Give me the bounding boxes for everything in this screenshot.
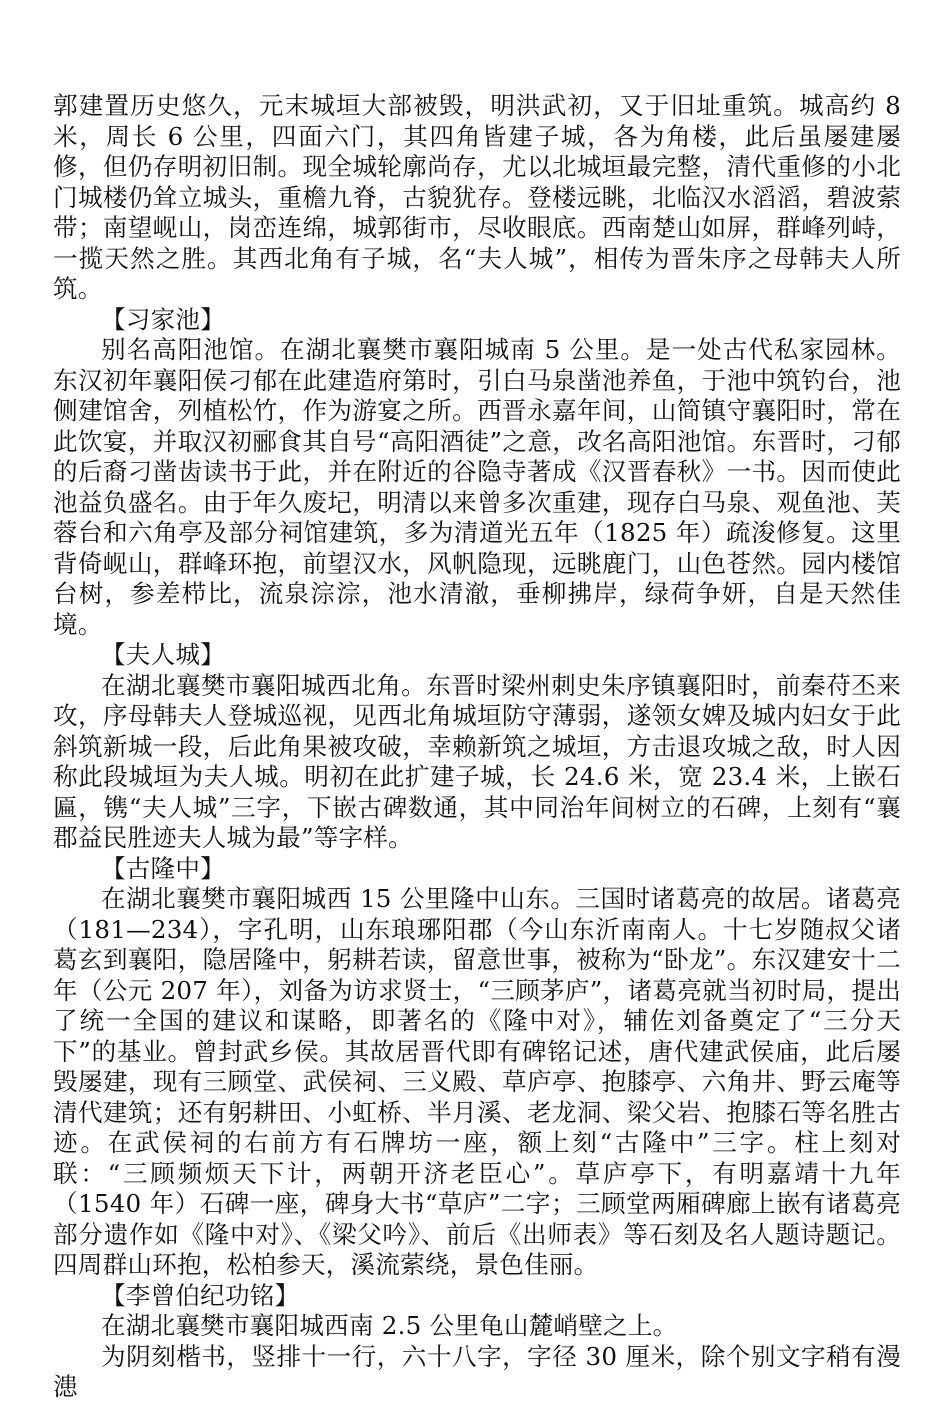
- section-heading-xijiachi: 【习家池】: [101, 304, 225, 334]
- section-heading-lizengbo: 【李曾伯纪功铭】: [101, 1280, 300, 1310]
- intro-paragraph: 郭建置历史悠久，元末城垣大部被毁，明洪武初，又于旧址重筑。城高约 8 米，周长 6 公里，四面六门，其四角皆建子城，各为角楼，此后虽屡建屡修，但仍存明初旧制。现全城轮廓尚存，尤以北城垣最完整，清代重修的小北门城楼仍耸立城头，重檐九脊，古貌犹存。登楼远眺，北临汉水滔滔，碧波萦带；南望岘山，岗峦连绵，城郭街市，尽收眼底。西南楚山如屏，群峰列峙，一揽天然之胜。其西北角有子城，名“夫人城”，相传为晋朱序之母韩夫人所筑。: [53, 91, 901, 303]
- section-paragraph-gulongzhong: 在湖北襄樊市襄阳城西 15 公里隆中山东。三国时诸葛亮的故居。诸葛亮（181—234），字孔明，山东琅琊阳郡（今山东沂南南人。十七岁随叔父诸葛玄到襄阳，隐居隆中，躬耕若读，留意世事，被称为“卧龙”。东汉建安十二年（公元 207 年），刘备为访求贤士，“三顾茅庐”，诸葛亮就当初时局，提出了统一全国的建议和谋略，即著名的《隆中对》，辅佐刘备奠定了“三分天下”的基业。曾封武乡侯。其故居晋代即有碑铭记述，唐代建武侯庙，此后屡毁屡建，现有三顾堂、武侯祠、三义殿、草庐亭、抱膝亭、六角井、野云庵等清代建筑；还有躬耕田、小虹桥、半月溪、老龙洞、梁父岩、抱膝石等名胜古迹。在武侯祠的右前方有石牌坊一座，额上刻“古隆中”三字。柱上刻对联：“三顾频烦天下计，两朝开济老臣心”。草庐亭下，有明嘉靖十九年（1540 年）石碑一座，碑身大书“草庐”二字；三顾堂两厢碑廊上嵌有诸葛亮部分遗作如《隆中对》、《梁父吟》、前后《出师表》等石刻及名人题诗题记。四周群山环抱，松柏参天，溪流萦绕，景色佳丽。: [53, 884, 901, 1279]
- section-paragraph-lizengbo-location: 在湖北襄樊市襄阳城西南 2.5 公里龟山麓峭壁之上。: [101, 1311, 678, 1340]
- section-heading-gulongzhong: 【古隆中】: [101, 853, 225, 883]
- section-paragraph-xijiachi: 别名高阳池馆。在湖北襄樊市襄阳城南 5 公里。是一处古代私家园林。东汉初年襄阳侯刁郁在此建造府第时，引白马泉凿池养鱼，于池中筑钓台，池侧建馆舍，列植松竹，作为游宴之所。西晋永嘉年间，山简镇守襄阳时，常在此饮宴，并取汉初郦食其自号“高阳酒徒”之意，改名高阳池馆。东晋时，刁郁的后裔刁凿齿读书于此，并在附近的谷隐寺著成《汉晋春秋》一书。因而使此池益负盛名。由于年久废圮，明清以来曾多次重建，现存白马泉、观鱼池、芙蓉台和六角亭及部分祠馆建筑，多为清道光五年（1825 年）疏浚修复。这里背倚岘山，群峰环抱，前望汉水，风帆隐现，远眺鹿门，山色苍然。园内楼馆台树，参差栉比，流泉淙淙，池水清澈，垂柳拂岸，绿荷争妍，自是天然佳境。: [53, 335, 901, 639]
- section-heading-furencheng: 【夫人城】: [101, 640, 225, 669]
- document-page: [53, 91, 901, 1403]
- section-paragraph-lizengbo-description: 为阴刻楷书，竖排十一行，六十八字，字径 30 厘米，除个别文字稍有漫漶: [53, 1341, 901, 1401]
- section-paragraph-furencheng: 在湖北襄樊市襄阳城西北角。东晋时梁州刺史朱序镇襄阳时，前秦苻丕来攻，序母韩夫人登城巡视，见西北角城垣防守薄弱，遂领女婢及城内妇女于此斜筑新城一段，后此角果被攻破，幸赖新筑之城垣，方击退攻城之敌，时人因称此段城垣为夫人城。明初在此扩建子城，长 24.6 米，宽 23.4 米，上嵌石匾，镌“夫人城”三字，下嵌古碑数通，其中同治年间树立的石碑，上刻有“襄郡益民胜迹夫人城为最”等字样。: [53, 670, 901, 852]
